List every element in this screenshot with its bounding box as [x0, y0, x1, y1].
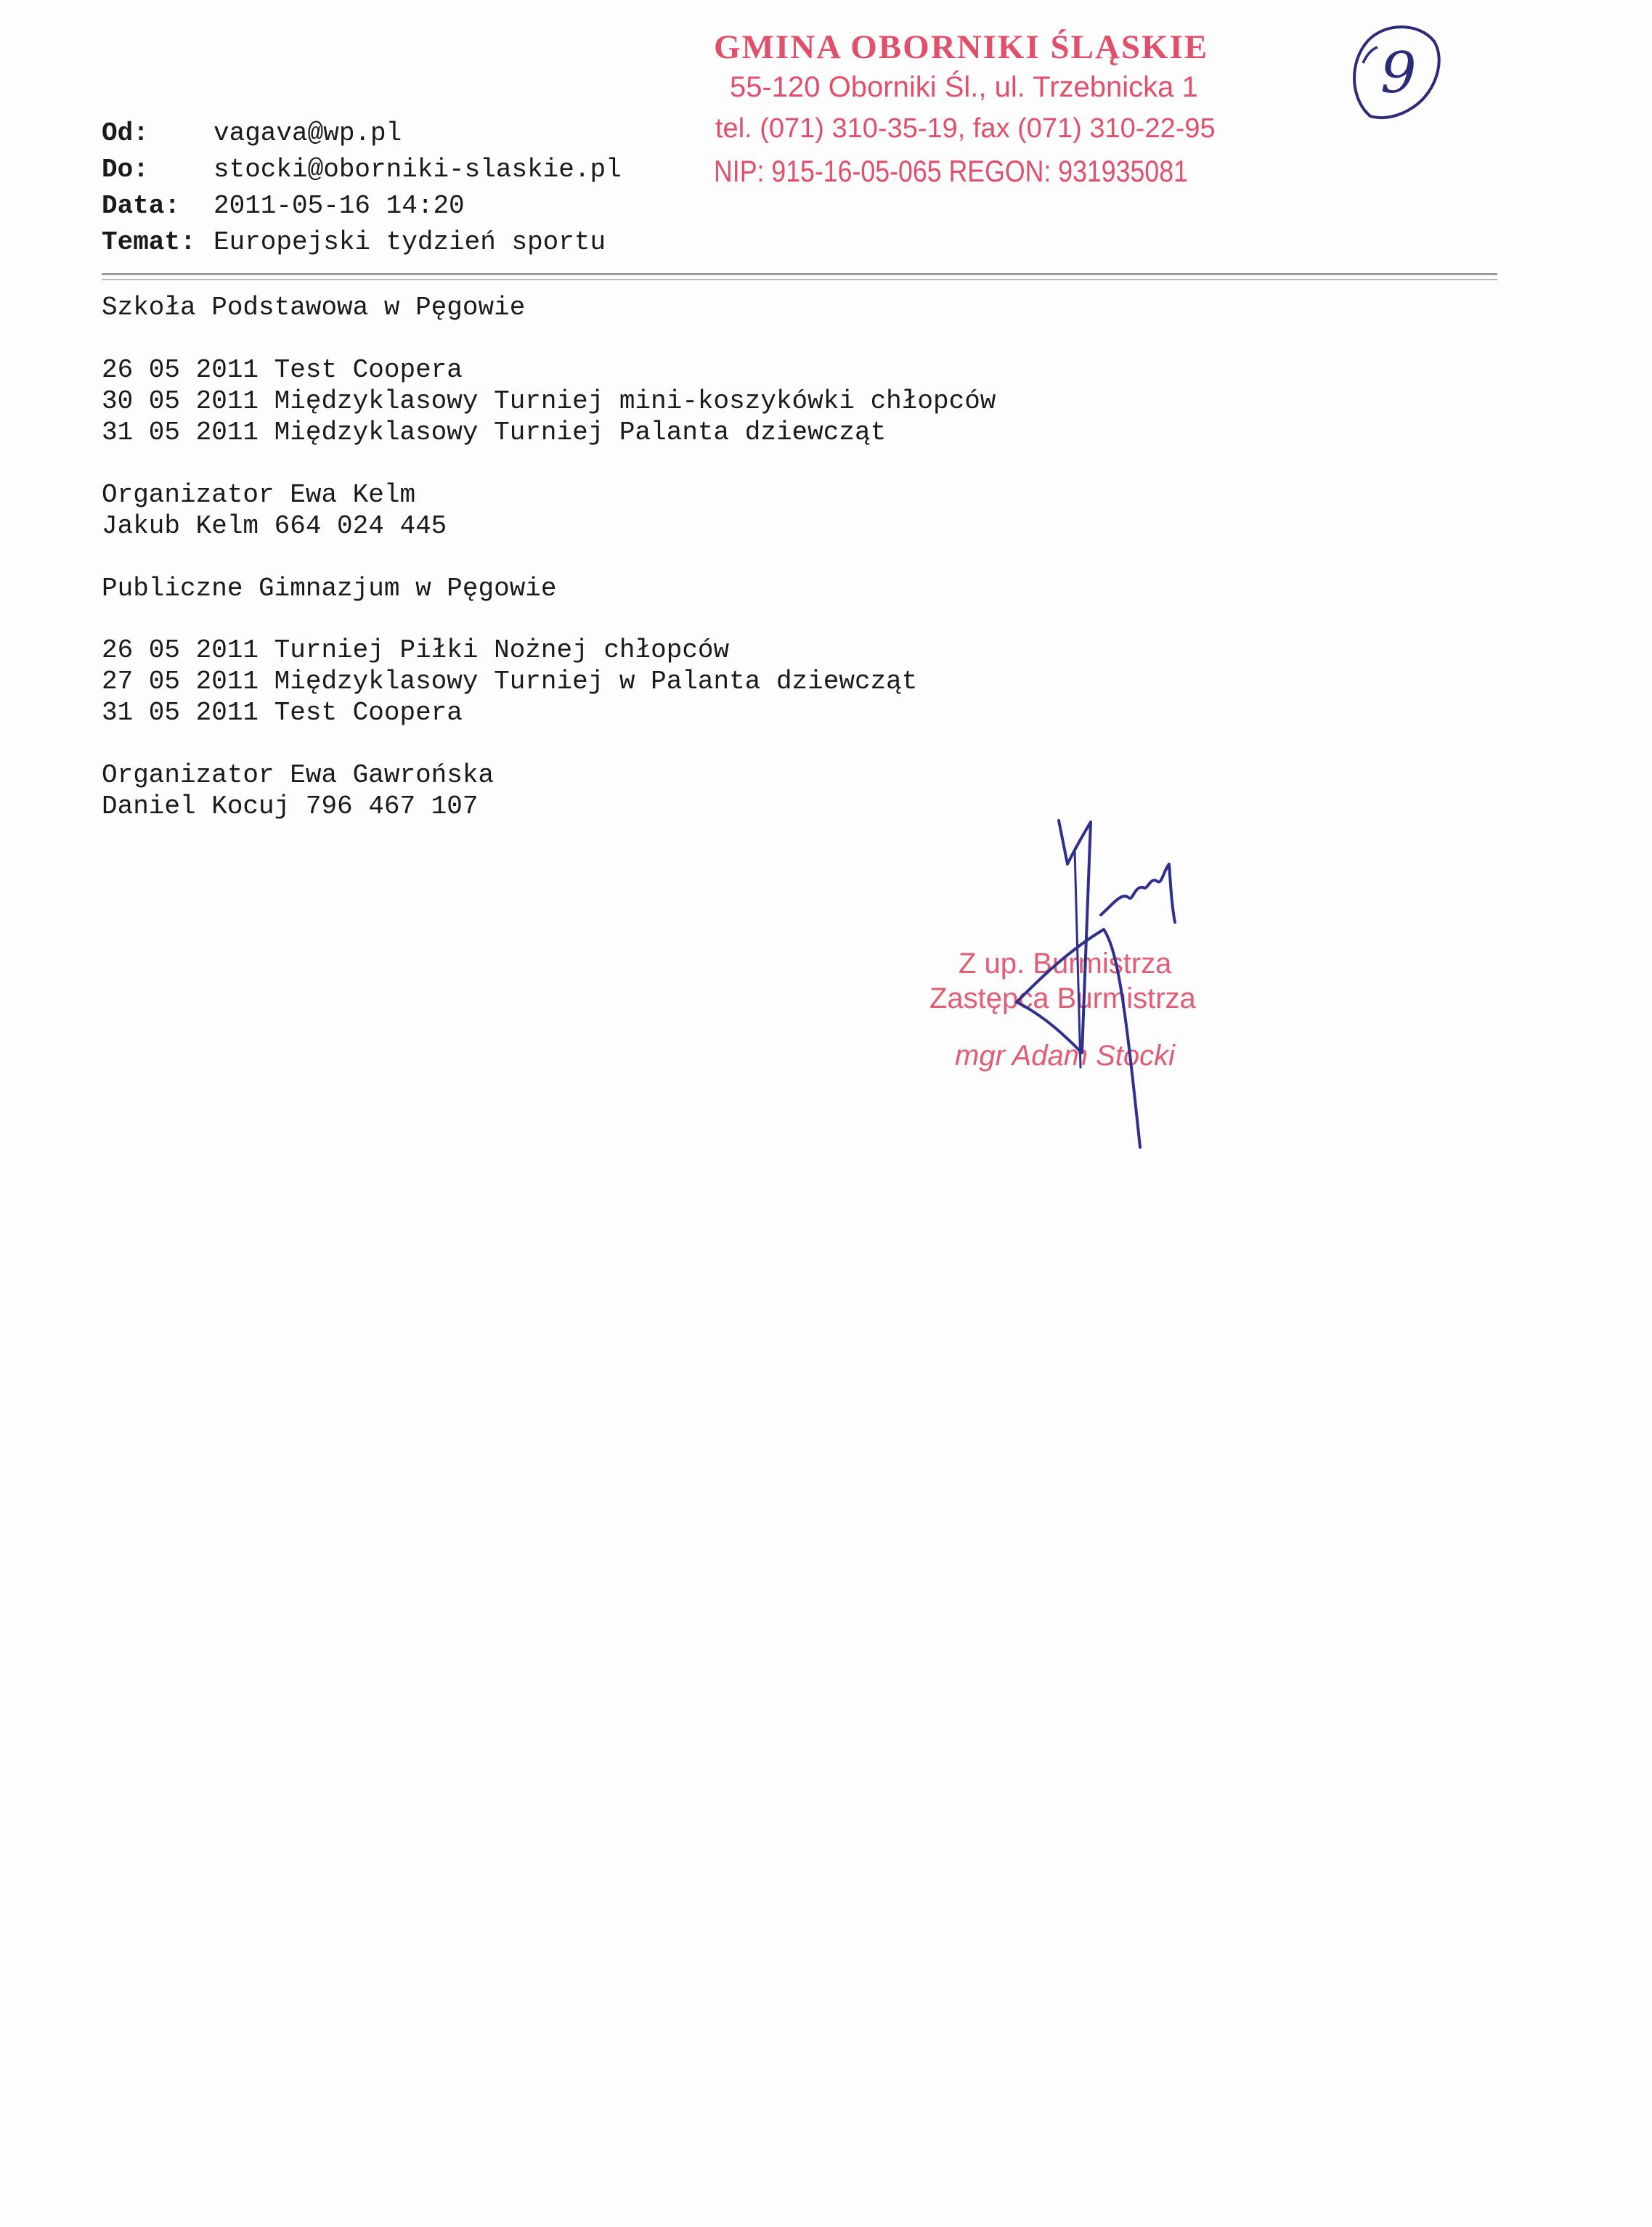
school1-event: 31 05 2011 Międzyklasowy Turniej Palanta dziewcząt: [102, 418, 887, 447]
signatory-line3: mgr Adam Stocki: [955, 1040, 1176, 1072]
email-date: 2011-05-16 14:20: [213, 191, 465, 221]
header-divider: [102, 273, 1497, 275]
school1-event: 30 05 2011 Międzyklasowy Turniej mini-koszykówki chłopców: [102, 386, 996, 416]
school1-organizer: Organizator Ewa Kelm: [102, 480, 416, 510]
email-to-row: [102, 152, 622, 188]
signatory-line2: Zastępca Burmistrza: [929, 982, 1196, 1014]
email-subject: Europejski tydzień sportu: [213, 227, 606, 257]
school1-contact: Jakub Kelm 664 024 445: [102, 511, 447, 541]
school2-event: 26 05 2011 Turniej Piłki Nożnej chłopców: [102, 635, 730, 665]
school2-organizer: Organizator Ewa Gawrońska: [102, 760, 495, 790]
email-to: stocki@oborniki-slaskie.pl: [213, 155, 622, 184]
email-subject-label: Temat:: [102, 227, 196, 257]
signatory-line1: Z up. Burmistrza: [959, 948, 1172, 980]
school2-event: 27 05 2011 Międzyklasowy Turniej w Palanta dziewcząt: [102, 667, 918, 696]
email-to-label: Do:: [102, 155, 149, 184]
school2-name: Publiczne Gimnazjum w Pęgowie: [102, 574, 557, 603]
header-divider-secondary: [102, 279, 1497, 280]
stamp-ids: NIP: 915-16-05-065 REGON: 931935081: [714, 154, 1188, 188]
school2-contact: Daniel Kocuj 796 467 107: [102, 791, 479, 821]
stamp-address: 55-120 Oborniki Śl., ul. Trzebnicka 1: [730, 71, 1198, 103]
school1-event: 26 05 2011 Test Coopera: [102, 355, 463, 385]
stamp-title: GMINA OBORNIKI ŚLĄSKIE: [714, 28, 1209, 66]
email-from-row: [102, 115, 402, 152]
email-date-label: Data:: [102, 191, 181, 221]
email-from: vagava@wp.pl: [213, 118, 402, 148]
school2-event: 31 05 2011 Test Coopera: [102, 698, 463, 728]
page-number-text: 9: [1380, 41, 1417, 106]
email-from-label: Od:: [102, 118, 149, 148]
handwritten-signature: [966, 806, 1242, 1155]
email-subject-row: [102, 224, 606, 261]
stamp-phones: tel. (071) 310-35-19, fax (071) 310-22-95: [715, 113, 1216, 144]
email-date-row: [102, 188, 465, 224]
school1-name: Szkoła Podstawowa w Pęgowie: [102, 293, 526, 322]
page-number-mark: [1347, 18, 1445, 127]
